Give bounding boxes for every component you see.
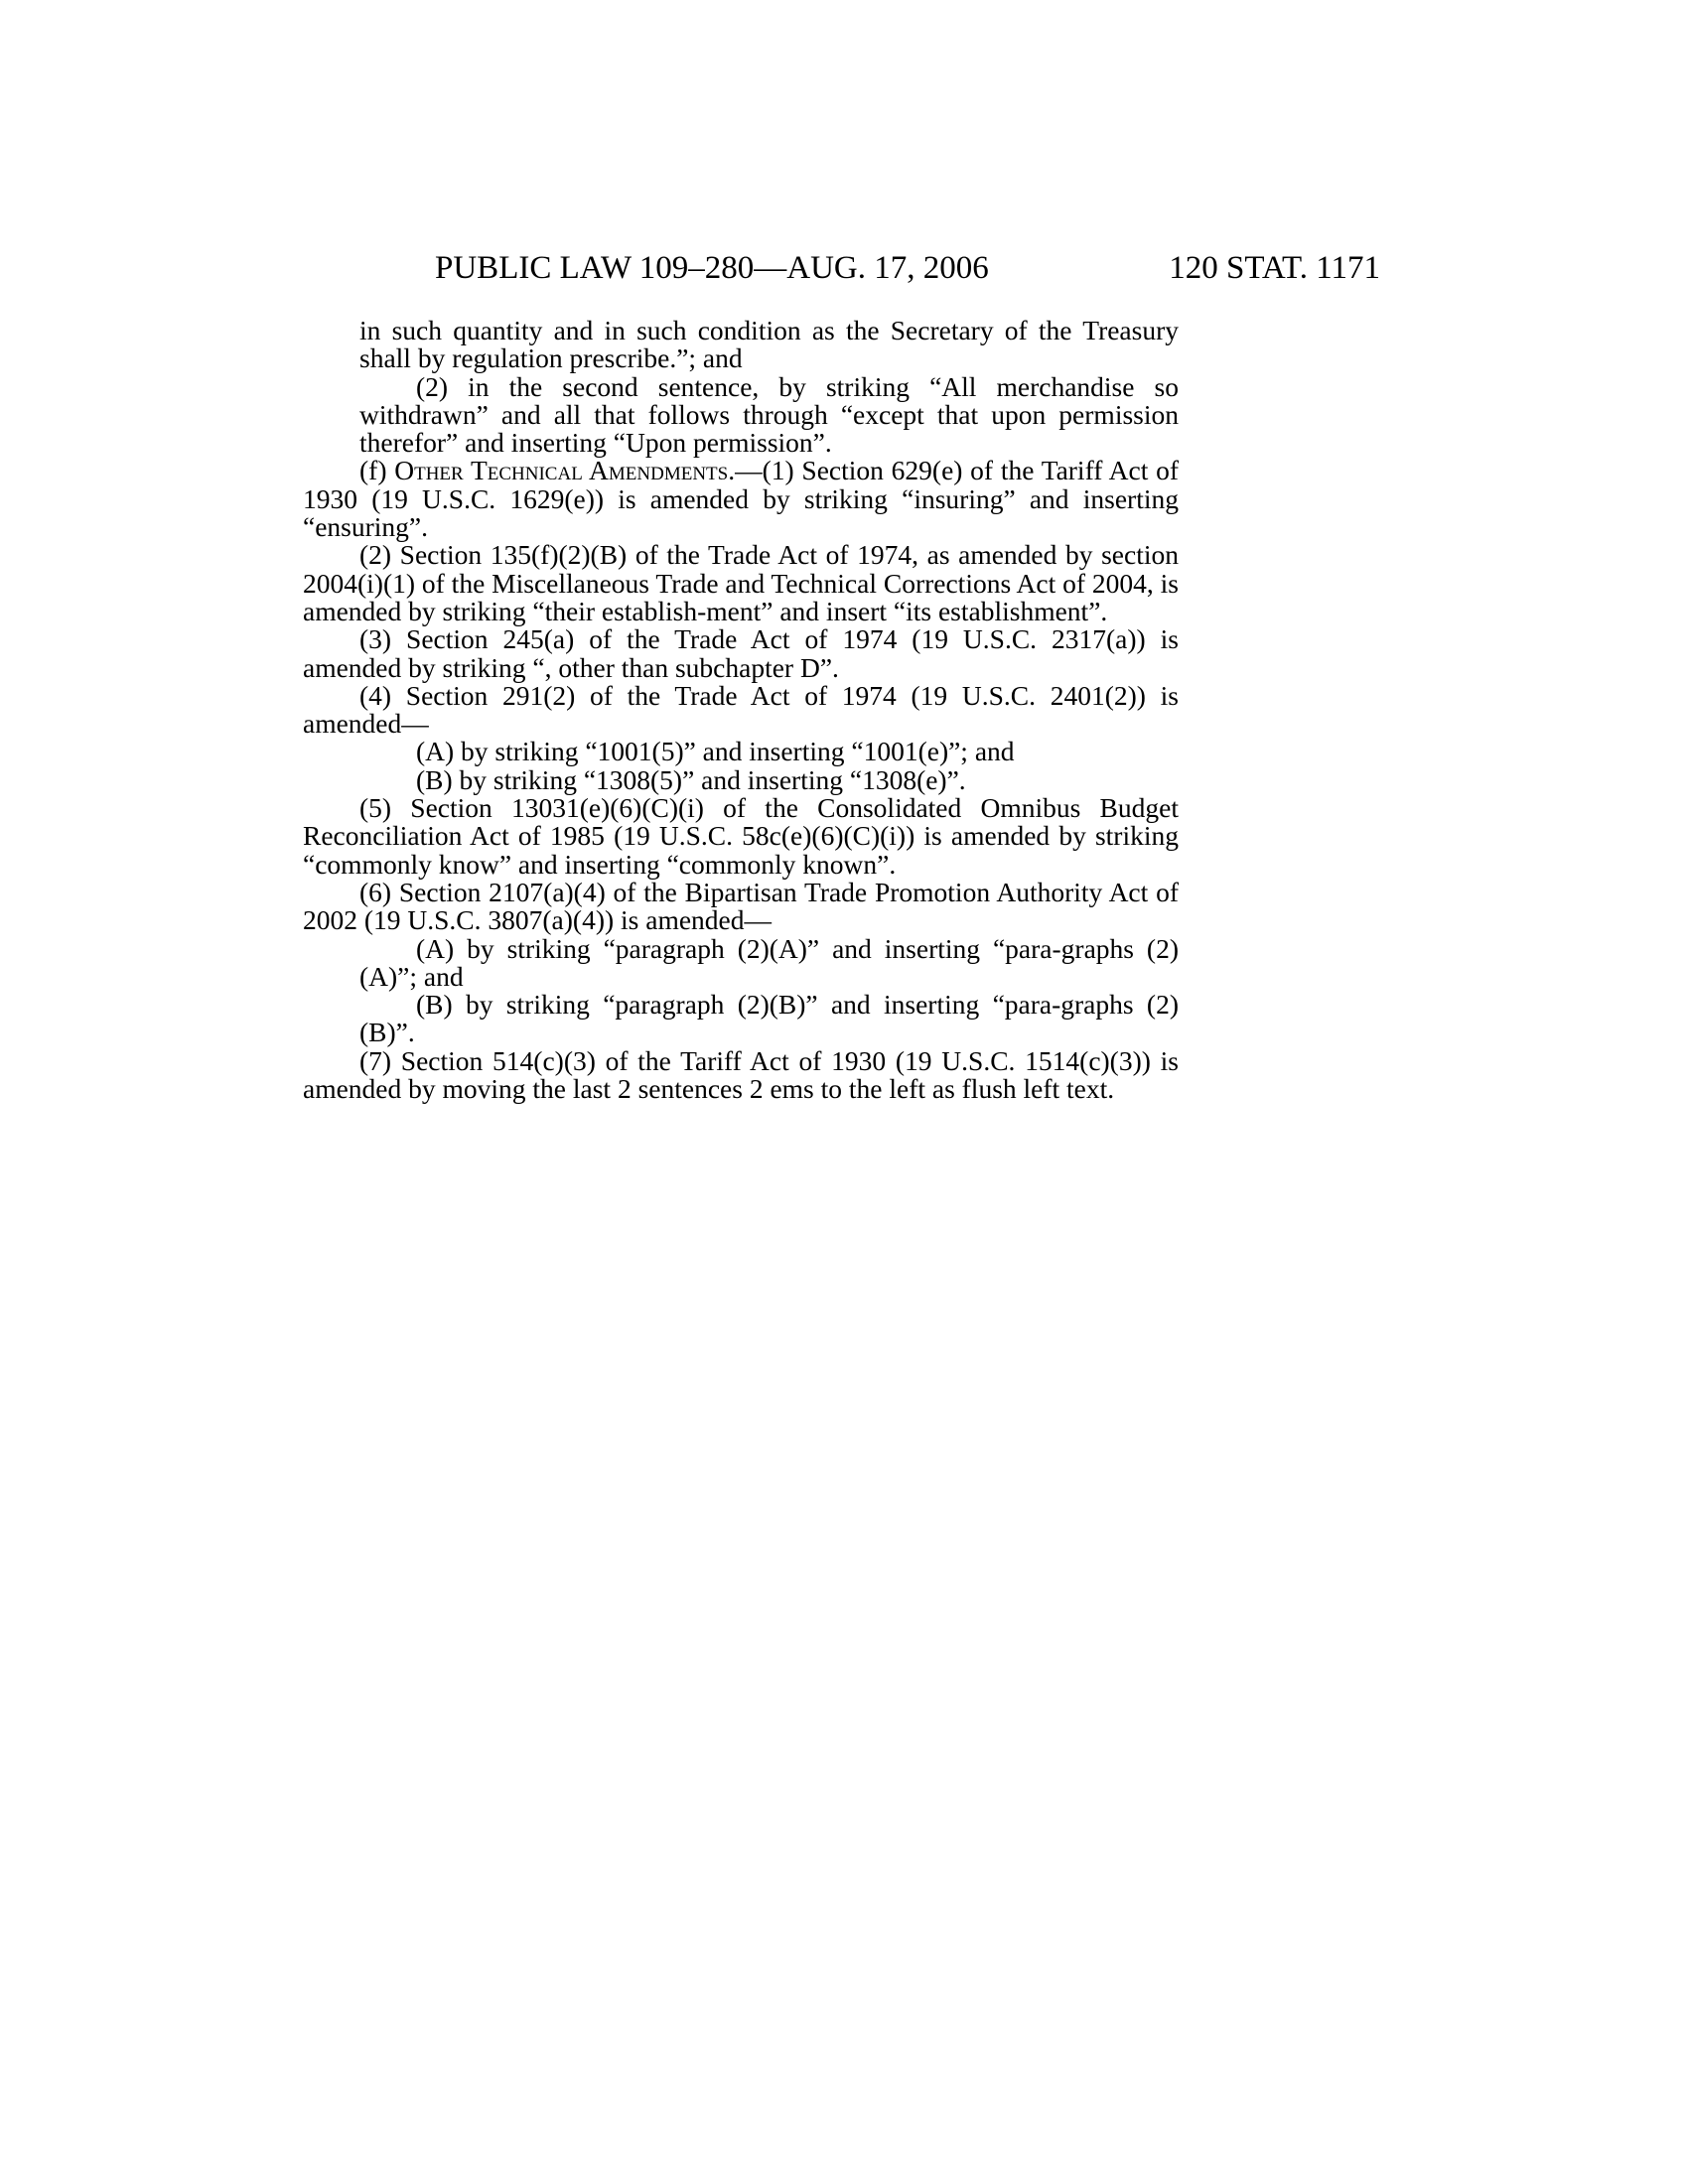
subsection-f-paragraph-6-b: (B) by striking “paragraph (2)(B)” and inserting “para-graphs (2)(B)”. xyxy=(359,989,1179,1048)
subsection-f-paragraph-2: (2) Section 135(f)(2)(B) of the Trade Act of 1974, as amended by section 2004(i)(1) of the Miscellaneous Trade and Technical Corrections Act of 2004, is amended by striking “their establish-ment” and insert “its establishment”. xyxy=(303,539,1179,626)
page-header xyxy=(298,246,1380,290)
subsection-f-paragraph-4-b: (B) by striking “1308(5)” and inserting “1308(e)”. xyxy=(416,763,966,795)
statute-page-reference: 120 STAT. 1171 xyxy=(1169,250,1380,286)
subsection-f-paragraph-6: (6) Section 2107(a)(4) of the Bipartisan Trade Promotion Authority Act of 2002 (19 U.S.C. 3807(a)(4)) is amended— xyxy=(303,876,1179,936)
subsection-f-heading: Other Technical Amendments.— xyxy=(394,455,763,486)
subsection-f-text: (1) Section 629(e) of the Tariff Act of 1930 (19 U.S.C. 1629(e)) is amended by striking “insuring” and inserting “ensuring”. xyxy=(303,455,1179,543)
subsection-f-paragraph-6-a: (A) by striking “paragraph (2)(A)” and inserting “para-graphs (2)(A)”; and xyxy=(359,932,1179,992)
subsection-f-paragraph-4-a: (A) by striking “1001(5)” and inserting “1001(e)”; and xyxy=(416,736,1015,767)
subsection-f-label: (f) xyxy=(359,455,387,486)
subsection-f-paragraph-7: (7) Section 514(c)(3) of the Tariff Act of 1930 (19 U.S.C. 1514(c)(3)) is amended by moving the last 2 sentences 2 ems to the left as flush left text. xyxy=(303,1044,1179,1105)
paragraph-continuation: in such quantity and in such condition as the Secretary of the Treasury shall by regulation prescribe.”; and xyxy=(359,315,1179,374)
subsection-f-paragraph-3: (3) Section 245(a) of the Trade Act of 1974 (19 U.S.C. 2317(a)) is amended by striking “, other than subchapter D”. xyxy=(303,623,1179,683)
subsection-f-paragraph-4: (4) Section 291(2) of the Trade Act of 1974 (19 U.S.C. 2401(2)) is amended— xyxy=(303,679,1179,740)
paragraph-e-2: (2) in the second sentence, by striking “All merchandise so withdrawn” and all that follows through “except that upon permission therefor” and inserting “Upon permission”. xyxy=(359,370,1179,459)
document-body xyxy=(303,317,1179,1103)
subsection-f-paragraph-5: (5) Section 13031(e)(6)(C)(i) of the Consolidated Omnibus Budget Reconciliation Act of 1985 (19 U.S.C. 58c(e)(6)(C)(i)) is amended by striking “commonly know” and inserting “commonly known”. xyxy=(303,792,1179,880)
running-head-title: PUBLIC LAW 109–280—AUG. 17, 2006 xyxy=(435,250,989,286)
subsection-f-paragraph-1 xyxy=(303,457,1179,541)
